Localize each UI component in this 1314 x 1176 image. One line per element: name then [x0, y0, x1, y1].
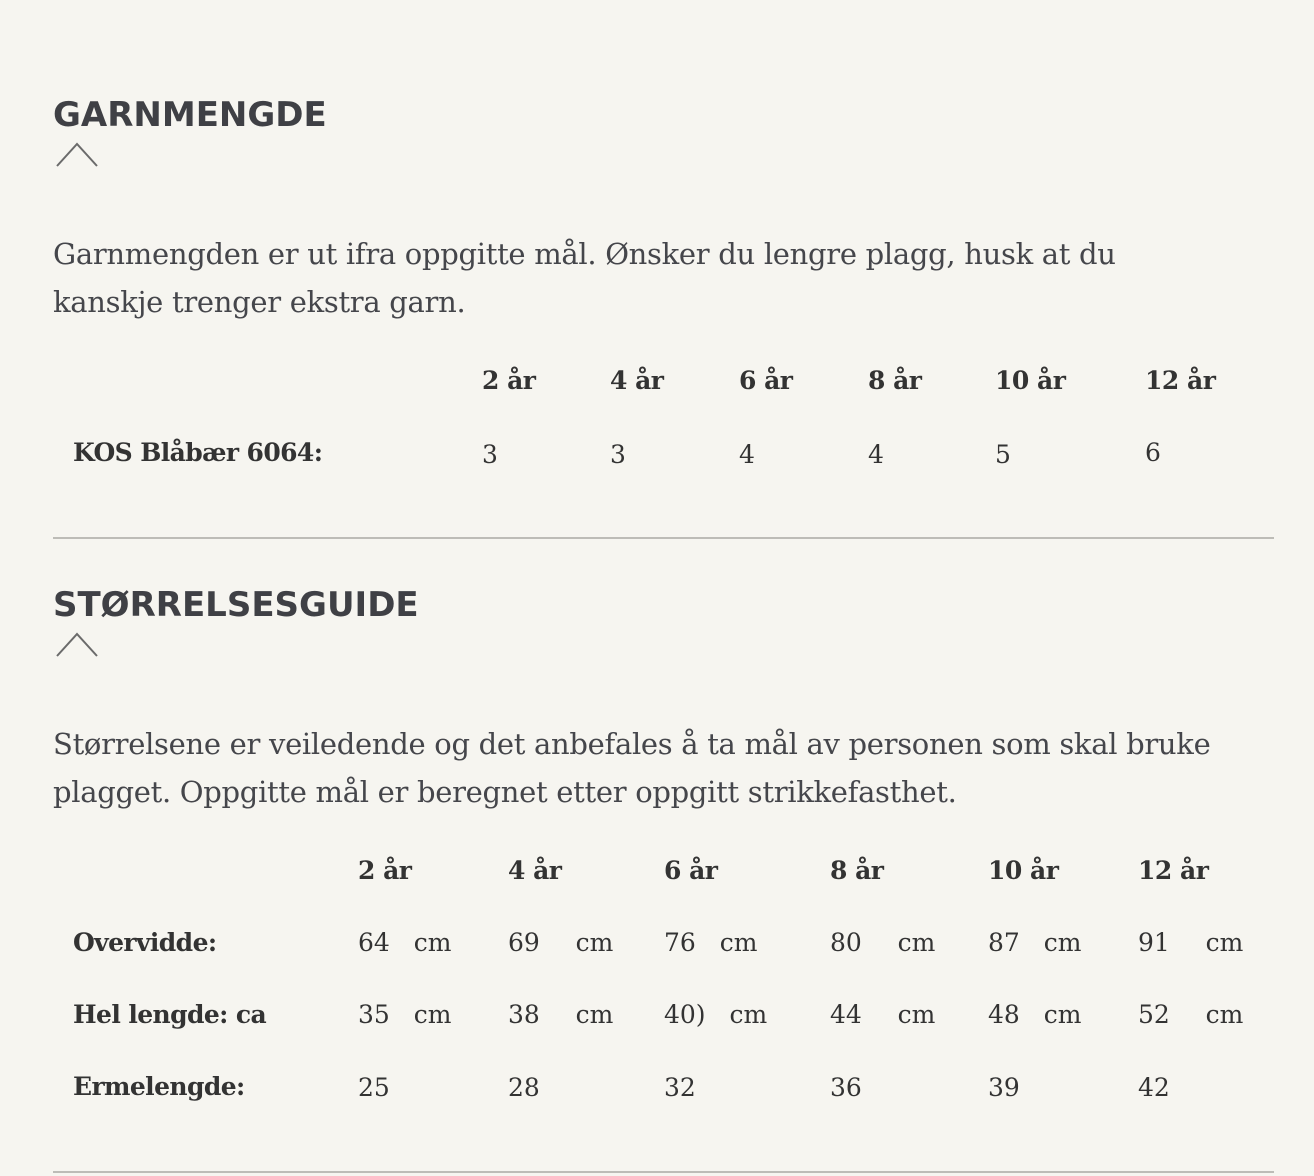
- size-cell: 38 cm: [508, 1000, 614, 1029]
- size-cell: 36: [830, 1073, 862, 1102]
- size-table-header: 8 år: [830, 856, 884, 885]
- yarn-cell: 5: [995, 440, 1011, 469]
- yarn-table-header: 2 år: [482, 366, 536, 395]
- size-guide-description: Størrelsene er veiledende og det anbefales å ta mål av personen som skal bruke plagget. Oppgitte mål er beregnet etter oppgitt strikkefasthet.: [53, 727, 1211, 809]
- yarn-table-header: 12 år: [1145, 366, 1216, 395]
- size-table-header: 12 år: [1138, 856, 1209, 885]
- size-cell: 48 cm: [988, 1000, 1082, 1029]
- size-cell: 42: [1138, 1073, 1170, 1102]
- yarn-table-header: 10 år: [995, 366, 1066, 395]
- section-divider: [53, 1171, 1274, 1173]
- size-cell: 44 cm: [830, 1000, 936, 1029]
- yarn-table-header: 8 år: [868, 366, 922, 395]
- size-cell: 28: [508, 1073, 540, 1102]
- size-cell: 52 cm: [1138, 1000, 1244, 1029]
- chevron-up-icon[interactable]: [55, 630, 99, 658]
- yarn-cell: 3: [610, 440, 626, 469]
- size-row-label: Ermelengde:: [73, 1072, 245, 1101]
- size-row-label: Hel lengde: ca: [73, 1000, 267, 1029]
- yarn-cell: 4: [868, 440, 884, 469]
- size-cell: 39: [988, 1073, 1020, 1102]
- yarn-cell: 4: [739, 440, 755, 469]
- yarn-amount-title[interactable]: GARNMENGDE: [53, 95, 327, 135]
- yarn-row-label: KOS Blåbær 6064:: [73, 438, 323, 467]
- yarn-cell: 3: [482, 440, 498, 469]
- yarn-amount-description: Garnmengden er ut ifra oppgitte mål. Ønsker du lengre plagg, husk at du kanskje trenger ekstra garn.: [53, 237, 1116, 319]
- chevron-up-icon[interactable]: [55, 140, 99, 168]
- size-cell: 32: [664, 1073, 696, 1102]
- size-cell: 25: [358, 1073, 390, 1102]
- yarn-table-header: 6 år: [739, 366, 793, 395]
- size-cell: 91 cm: [1138, 928, 1244, 957]
- size-table-header: 6 år: [664, 856, 718, 885]
- size-cell: 80 cm: [830, 928, 936, 957]
- yarn-table-header: 4 år: [610, 366, 664, 395]
- yarn-cell: 6: [1145, 438, 1161, 467]
- size-cell: 64 cm: [358, 928, 452, 957]
- size-table-header: 2 år: [358, 856, 412, 885]
- size-cell: 87 cm: [988, 928, 1082, 957]
- size-cell: 69 cm: [508, 928, 614, 957]
- size-guide-title[interactable]: STØRRELSESGUIDE: [53, 585, 419, 625]
- section-divider: [53, 537, 1274, 539]
- size-row-label: Overvidde:: [73, 928, 217, 957]
- size-cell: 35 cm: [358, 1000, 452, 1029]
- size-cell: 40) cm: [664, 1000, 768, 1029]
- size-table-header: 10 år: [988, 856, 1059, 885]
- size-table-header: 4 år: [508, 856, 562, 885]
- size-cell: 76 cm: [664, 928, 758, 957]
